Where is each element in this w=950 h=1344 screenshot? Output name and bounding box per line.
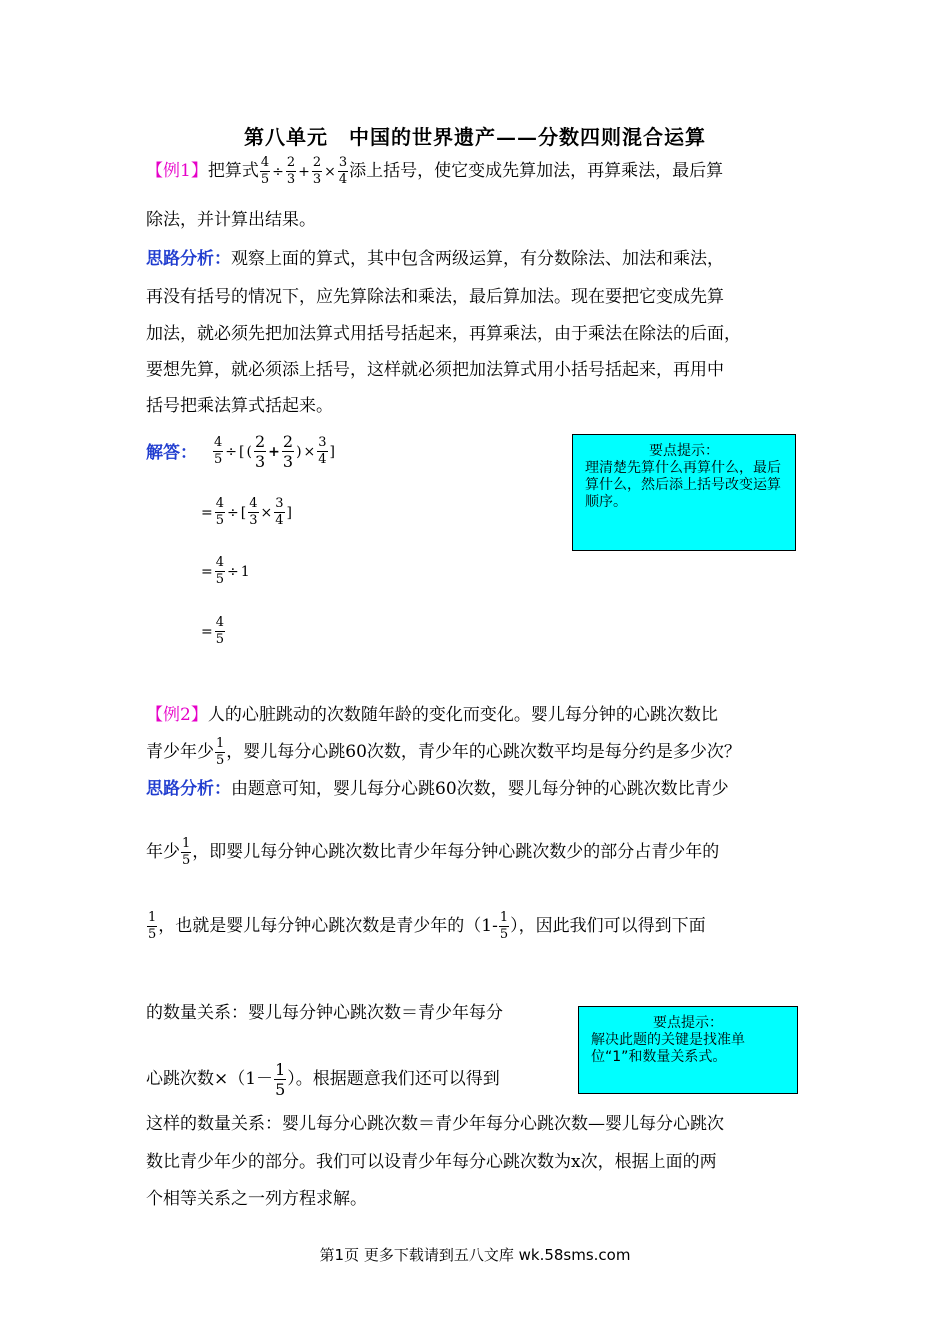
fraction: $\frac{2}{3}$ [312, 155, 322, 187]
ex2-analysis-line3: $\frac{1}{5}$ ，也就是婴儿每分钟心跳次数是青少年的（1- $\frac{1}{5}$ ），因此我们可以得到下面 [148, 910, 706, 942]
fraction: $\frac{2}{3}$ [254, 432, 266, 471]
ex1-analysis-line5: 括号把乘法算式括起来。 [146, 396, 333, 416]
fraction: $\frac{4}{5}$ [260, 155, 270, 187]
fraction: $\frac{3}{4}$ [275, 496, 284, 528]
ex1-question-line2: 除法，并计算出结果。 [146, 210, 316, 230]
ex1-analysis-line4: 要想先算，就必须添上括号，这样就必须把加法算式用小括号括起来，再用中 [146, 360, 724, 380]
tip-title: 要点提示： [653, 1015, 723, 1031]
ex1-question-line1: 【例1】把算式 $\frac{4}{5}$ ÷ $\frac{2}{3}$ + $\frac{2}{3}$ × $\frac{3}{4}$ 添上括号，使它变成先算加法，再算乘法，最后算 [146, 155, 724, 187]
fraction: $\frac{4}{5}$ [215, 555, 225, 587]
tip-title: 要点提示： [649, 443, 719, 459]
fraction: $\frac{2}{3}$ [286, 155, 296, 187]
ex2-analysis-line2: 年少 $\frac{1}{5}$ ，即婴儿每分钟心跳次数比青少年每分钟心跳次数少的部分占青少年的 [146, 836, 720, 868]
ex2-question-line2: 青少年少 $\frac{1}{5}$ ，婴儿每分心跳60次数，青少年的心跳次数平均是每分约是多少次？ [146, 736, 741, 768]
ex2-question-line1: 【例2】人的心脏跳动的次数随年龄的变化而变化。婴儿每分钟的心跳次数比 [146, 705, 718, 725]
ex1-analysis-line3: 加法，就必须先把加法算式用括号括起来，再算乘法，由于乘法在除法的后面， [146, 324, 741, 344]
fraction: $\frac{1}{5}$ [275, 1060, 286, 1099]
ex1-analysis-line1: 思路分析：观察上面的算式，其中包含两级运算，有分数除法、加法和乘法， [146, 249, 724, 269]
fraction: $\frac{1}{5}$ [148, 910, 157, 942]
fraction: $\frac{4}{5}$ [215, 615, 225, 647]
ex1-answer-label: 解答： [146, 443, 197, 463]
fraction: $\frac{1}{5}$ [216, 736, 225, 768]
ex2-analysis-line4: 的数量关系：婴儿每分钟心跳次数＝青少年每分 [146, 1003, 503, 1023]
fraction: $\frac{2}{3}$ [282, 432, 294, 471]
fraction: $\frac{3}{4}$ [338, 155, 348, 187]
page-footer: 第1页 更多下载请到五八文库 wk.58sms.com [319, 1246, 631, 1264]
ex2-analysis-line7: 数比青少年少的部分。我们可以设青少年每分心跳次数为x次，根据上面的两 [146, 1152, 717, 1172]
solution-step-3: = $\frac{4}{5}$ [201, 615, 225, 647]
tip-box-2 [578, 1006, 798, 1094]
page-title: 第八单元 中国的世界遗产——分数四则混合运算 [244, 125, 706, 149]
fraction: $\frac{1}{5}$ [499, 910, 509, 942]
ex1-question-pre: 把算式 [207, 161, 259, 181]
fraction: $\frac{4}{5}$ [214, 435, 223, 467]
ex2-analysis-line5: 心跳次数×（1－ $\frac{1}{5}$ ）。根据题意我们还可以得到 [146, 1060, 500, 1099]
tip-body: 解决此题的关键是找准单位“1”和数量关系式。 [591, 1032, 745, 1065]
fraction: $\frac{3}{4}$ [318, 435, 327, 467]
ex2-analysis-line6: 这样的数量关系：婴儿每分心跳次数＝青少年每分心跳次数—婴儿每分心跳次 [146, 1114, 724, 1134]
fraction: $\frac{4}{3}$ [249, 496, 258, 528]
solution-step-1: = $\frac{4}{5}$ ÷ [ $\frac{4}{3}$ × $\frac{3}{4}$ ] [201, 496, 292, 528]
tip-body: 理清楚先算什么再算什么，最后算什么，然后添上括号改变运算顺序。 [585, 460, 781, 510]
solution-step-2: = $\frac{4}{5}$ ÷ 1 [201, 555, 250, 587]
ex1-analysis-line2: 再没有括号的情况下，应先算除法和乘法，最后算加法。现在要把它变成先算 [146, 287, 724, 307]
ex2-analysis-line8: 个相等关系之一列方程求解。 [146, 1189, 367, 1209]
ex1-label: 【例1】 [146, 161, 208, 181]
fraction: $\frac{1}{5}$ [182, 836, 191, 868]
tip-box-1 [572, 434, 796, 551]
ex2-analysis-line1: 思路分析：由题意可知，婴儿每分心跳60次数，婴儿每分钟的心跳次数比青少 [146, 779, 729, 799]
ex2-analysis-label: 思路分析： [146, 779, 231, 799]
ex2-label: 【例2】 [146, 705, 208, 725]
ex1-question-post: 添上括号，使它变成先算加法，再算乘法，最后算 [349, 161, 724, 181]
solution-step-0: $\frac{4}{5}$ ÷ [ ( $\frac{2}{3}$ + $\frac{2}{3}$ ) × $\frac{3}{4}$ ] [214, 432, 336, 471]
fraction: $\frac{4}{5}$ [215, 496, 225, 528]
ex1-analysis-label: 思路分析： [146, 249, 231, 269]
